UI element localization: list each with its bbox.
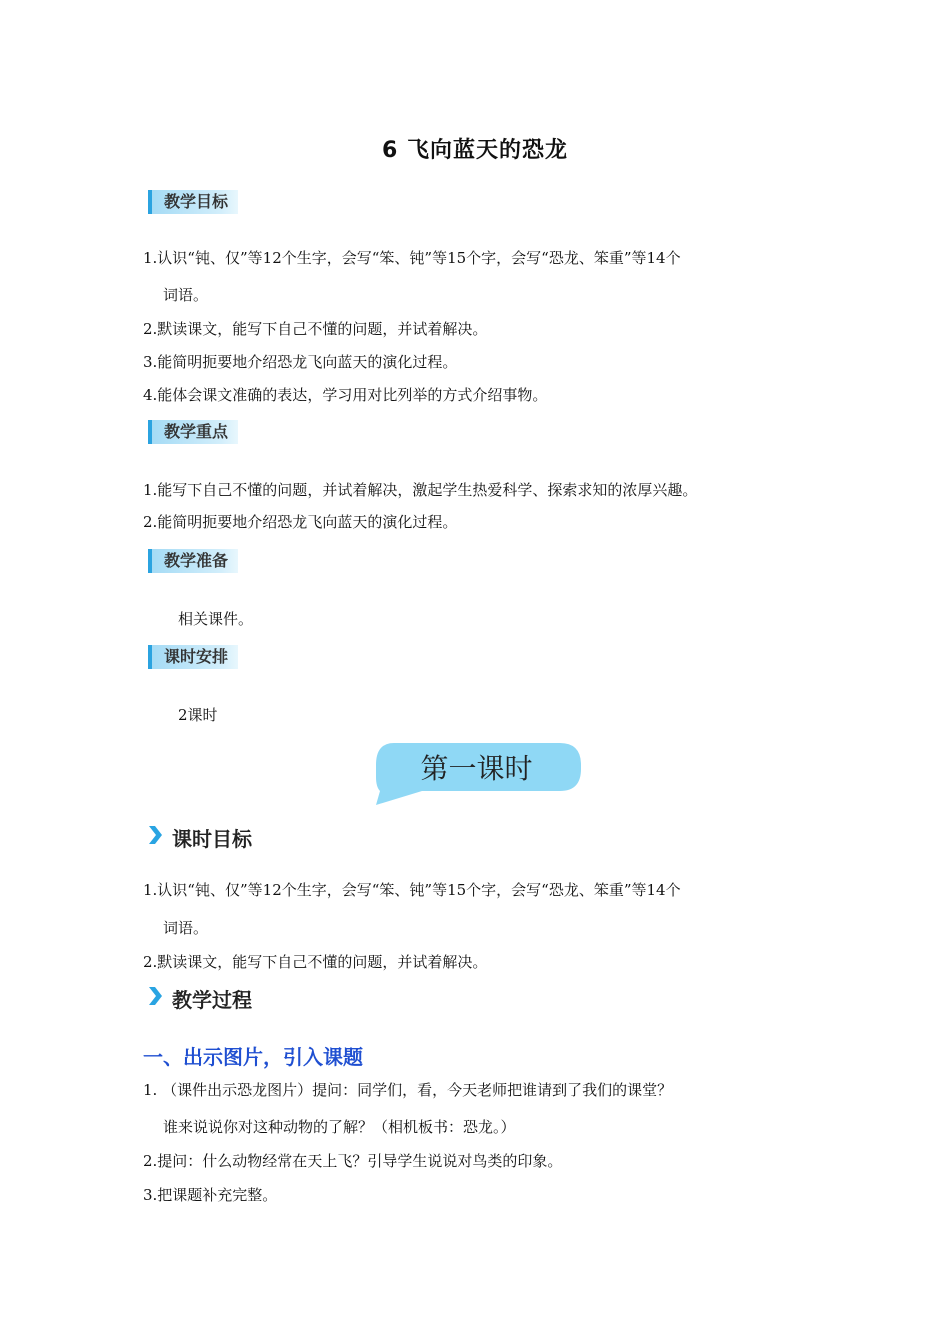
objective-line: 4.能体会课文准确的表达，学习用对比列举的方式介绍事物。 [143,386,548,404]
process-heading-label: 教学过程 [172,988,252,1012]
keypoint-line: 2.能简明扼要地介绍恐龙飞向蓝天的演化过程。 [143,513,458,531]
section-tag-preparation: 教学准备 [148,549,238,573]
goal-line: 1.认识“钝、仅”等12个生字，会写“笨、钝”等15个字，会写“恐龙、笨重”等14个 [143,881,681,899]
goals-heading [148,823,348,849]
goal-line: 2.默读课文，能写下自己不懂的问题，并试着解决。 [143,953,488,971]
preparation-text: 相关课件。 [178,610,254,628]
schedule-text: 2课时 [178,706,218,724]
step-line: 1. （课件出示恐龙图片）提问：同学们，看，今天老师把谁请到了我们的课堂？ [143,1081,673,1099]
section-tag-schedule: 课时安排 [148,645,238,669]
process-heading [148,984,348,1010]
lesson-bubble [374,741,584,807]
objective-line: 3.能简明扼要地介绍恐龙飞向蓝天的演化过程。 [143,353,458,371]
objective-line: 2.默读课文，能写下自己不懂的问题，并试着解决。 [143,320,488,338]
objective-line: 词语。 [163,286,209,304]
lesson-bubble-label: 第一课时 [420,752,533,785]
section-tag-keypoints: 教学重点 [148,420,238,444]
section-tag-objectives: 教学目标 [148,190,238,214]
objective-line: 1.认识“钝、仅”等12个生字，会写“笨、钝”等15个字，会写“恐龙、笨重”等14个 [143,249,681,267]
keypoint-line: 1.能写下自己不懂的问题，并试着解决，激起学生热爱科学、探索求知的浓厚兴趣。 [143,481,698,499]
step-line: 3.把课题补充完整。 [143,1186,278,1204]
chevron-right-icon [148,826,162,844]
goals-heading-label: 课时目标 [172,827,252,851]
goal-line: 词语。 [163,919,209,937]
page-title: 6 飞向蓝天的恐龙 [382,138,568,163]
step-heading: 一、出示图片，引入课题 [143,1045,363,1069]
step-line: 谁来说说你对这种动物的了解？（相机板书：恐龙。） [163,1118,516,1136]
step-line: 2.提问：什么动物经常在天上飞？引导学生说说对鸟类的印象。 [143,1152,563,1170]
chevron-right-icon [148,987,162,1005]
